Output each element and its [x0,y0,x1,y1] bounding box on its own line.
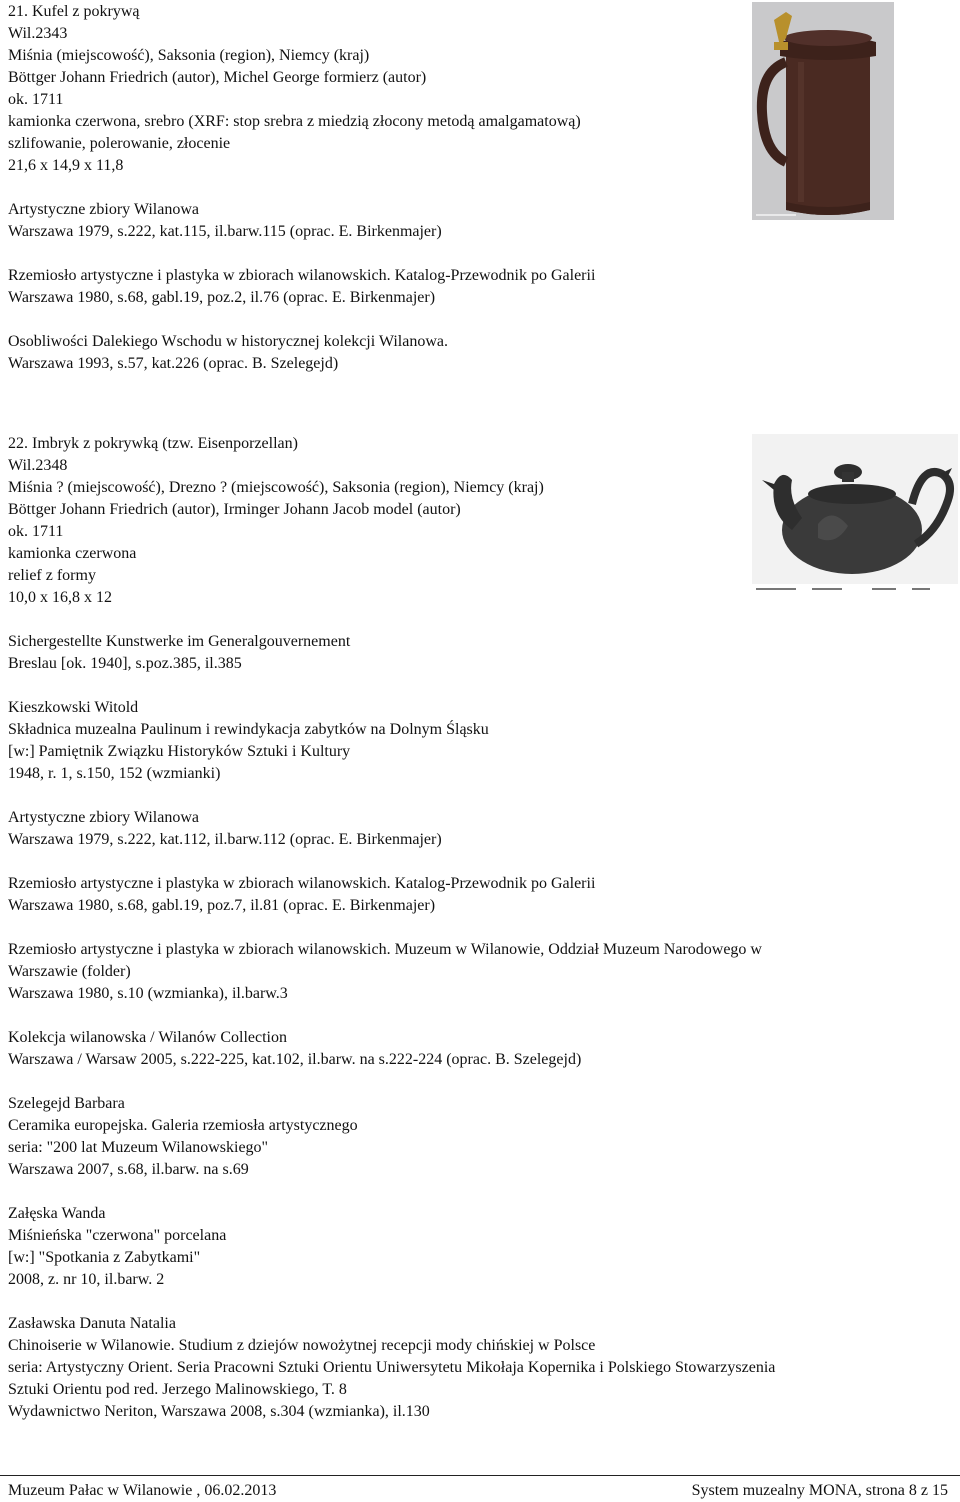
footer-museum-date: Muzeum Pałac w Wilanowie , 06.02.2013 [8,1482,277,1499]
page-footer [0,1475,960,1502]
blank-line [8,851,775,873]
tankard-photo [752,2,894,220]
text-line: Warszawa 1980, s.10 (wzmianka), il.barw.3 [8,985,288,1002]
text-line: Böttger Johann Friedrich (autor), Irminger Johann Jacob model (autor) [8,501,461,518]
text-line: Böttger Johann Friedrich (autor), Michel George formierz (autor) [8,69,427,86]
text-line: Warszawa / Warsaw 2005, s.222-225, kat.102, il.barw. na s.222-224 (oprac. B. Szelegejd) [8,1051,582,1068]
text-line: Warszawa 1980, s.68, gabl.19, poz.7, il.81 (oprac. E. Birkenmajer) [8,897,436,914]
text-line: Rzemiosło artystyczne i plastyka w zbiorach wilanowskich. Katalog-Przewodnik po Galerii [8,267,596,284]
footer-page-number: System muzealny MONA, strona 8 z 15 [691,1482,948,1499]
text-line: 2008, z. nr 10, il.barw. 2 [8,1271,165,1288]
text-line: 21,6 x 14,9 x 11,8 [8,157,124,174]
blank-line [8,1181,775,1203]
text-line: 21. Kufel z pokrywą [8,3,140,20]
blank-line [8,785,775,807]
blank-line [8,1291,775,1313]
text-line: 1948, r. 1, s.150, 152 (wzmianki) [8,765,221,782]
teapot-photo [752,434,958,594]
text-line: Wydawnictwo Neriton, Warszawa 2008, s.304 (wzmianka), il.130 [8,1403,430,1420]
blank-line [8,675,775,697]
text-line: Sichergestellte Kunstwerke im Generalgouvernement [8,633,351,650]
text-line: Ceramika europejska. Galeria rzemiosła artystycznego [8,1117,358,1134]
text-line: Breslau [ok. 1940], s.poz.385, il.385 [8,655,242,672]
text-line: kamionka czerwona [8,545,137,562]
text-line: Artystyczne zbiory Wilanowa [8,201,199,218]
text-line: ok. 1711 [8,91,64,108]
blank-line [8,917,775,939]
text-line: Warszawa 1979, s.222, kat.112, il.barw.112 (oprac. E. Birkenmajer) [8,831,442,848]
text-line: seria: "200 lat Muzeum Wilanowskiego" [8,1139,269,1156]
text-line: Kieszkowski Witold [8,699,139,716]
teapot-image [752,434,958,594]
text-line: Miśnia ? (miejscowość), Drezno ? (miejscowość), Saksonia (region), Niemcy (kraj) [8,479,544,496]
text-line: Chinoiserie w Wilanowie. Studium z dziejów nowożytnej recepcji mody chińskiej w Polsce [8,1337,596,1354]
text-line: Składnica muzealna Paulinum i rewindykacja zabytków na Dolnym Śląsku [8,721,489,738]
blank-line [8,1005,775,1027]
text-line: Szelegejd Barbara [8,1095,125,1112]
text-line: Kolekcja wilanowska / Wilanów Collection [8,1029,287,1046]
blank-line [8,177,595,199]
text-line: Warszawa 1979, s.222, kat.115, il.barw.115 (oprac. E. Birkenmajer) [8,223,442,240]
text-line: ok. 1711 [8,523,64,540]
blank-line [8,309,595,331]
text-line: 10,0 x 16,8 x 12 [8,589,112,606]
blank-line [8,1071,775,1093]
text-line: relief z formy [8,567,96,584]
text-line: Zasławska Danuta Natalia [8,1315,176,1332]
text-line: 22. Imbryk z pokrywką (tzw. Eisenporzellan) [8,435,298,452]
text-line: Załęska Wanda [8,1205,106,1222]
text-line: Wil.2348 [8,457,68,474]
catalog-entry-22 [8,433,775,1423]
text-line: Miśnia (miejscowość), Saksonia (region), Niemcy (kraj) [8,47,370,64]
text-line: [w:] "Spotkania z Zabytkami" [8,1249,201,1266]
text-line: Warszawa 2007, s.68, il.barw. na s.69 [8,1161,249,1178]
text-line: Artystyczne zbiory Wilanowa [8,809,199,826]
text-line: Miśnieńska "czerwona" porcelana [8,1227,227,1244]
text-line: kamionka czerwona, srebro (XRF: stop srebra z miedzią złocony metodą amalgamatową) [8,113,581,130]
text-line: seria: Artystyczny Orient. Seria Pracowni Sztuki Orientu Uniwersytetu Mikołaja Kopernika i Polskiego Stowarzyszenia [8,1359,776,1376]
text-line: szlifowanie, polerowanie, złocenie [8,135,231,152]
text-line: Rzemiosło artystyczne i plastyka w zbiorach wilanowskich. Katalog-Przewodnik po Galerii [8,875,596,892]
blank-line [8,609,775,631]
text-line: Warszawie (folder) [8,963,131,980]
text-line: Warszawa 1980, s.68, gabl.19, poz.2, il.76 (oprac. E. Birkenmajer) [8,289,436,306]
text-line: Osobliwości Dalekiego Wschodu w historycznej kolekcji Wilanowa. [8,333,448,350]
catalog-entry-21 [8,1,595,375]
blank-line [8,243,595,265]
text-line: [w:] Pamiętnik Związku Historyków Sztuki i Kultury [8,743,351,760]
text-line: Rzemiosło artystyczne i plastyka w zbiorach wilanowskich. Muzeum w Wilanowie, Oddział Muzeum Narodowego w [8,941,762,958]
tankard-image [752,2,894,220]
text-line: Warszawa 1993, s.57, kat.226 (oprac. B. Szelegejd) [8,355,339,372]
text-line: Wil.2343 [8,25,68,42]
text-line: Sztuki Orientu pod red. Jerzego Malinowskiego, T. 8 [8,1381,347,1398]
